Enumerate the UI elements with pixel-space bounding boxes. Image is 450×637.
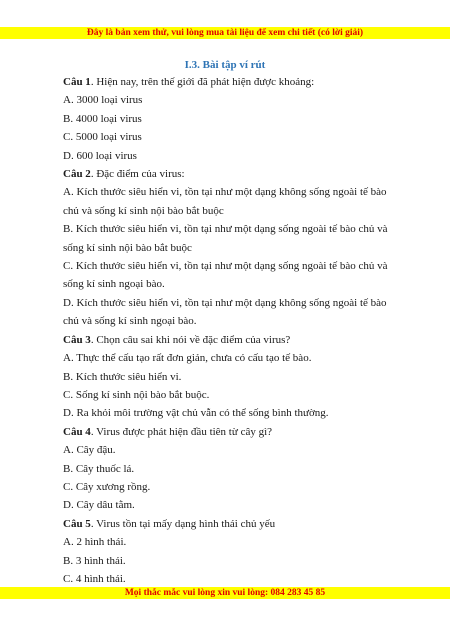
- option-5b: B. 3 hình thái.: [63, 554, 126, 567]
- contact-text: Mọi thắc mắc vui lòng xin vui lòng: 084 283 45 85: [124, 588, 326, 598]
- option-4a: A. Cây đậu.: [63, 444, 116, 457]
- option-2b-line1: B. Kích thước siêu hiển vi, tồn tại như một dạng sống ngoài tế bào chủ và: [63, 223, 388, 236]
- question-2: [63, 165, 393, 183]
- question-5: [63, 515, 393, 533]
- question-label: Câu 5: [63, 517, 91, 530]
- option-3d: D. Ra khỏi môi trường vật chủ vẫn có thể sống bình thường.: [63, 407, 329, 420]
- option-4d: D. Cây dâu tằm.: [63, 499, 135, 512]
- preview-notice-banner: [0, 27, 450, 39]
- question-label: Câu 3: [63, 333, 91, 346]
- option-5a: A. 2 hình thái.: [63, 536, 127, 549]
- question-label: Câu 1: [63, 76, 91, 88]
- question-text: . Hiện nay, trên thế giới đã phát hiện được khoảng:: [90, 76, 315, 88]
- question-list: [63, 73, 393, 588]
- option-4b: B. Cây thuốc lá.: [63, 462, 135, 475]
- contact-banner: [0, 587, 450, 599]
- option-2a-line1: A. Kích thước siêu hiển vi, tồn tại như một dạng không sống ngoài tế bào: [63, 186, 387, 199]
- option-1d: D. 600 loại virus: [63, 149, 137, 162]
- option-3b: B. Kích thước siêu hiển vi.: [63, 370, 182, 383]
- question-label: Câu 2: [63, 168, 91, 181]
- option-4c: C. Cây xương rồng.: [63, 480, 151, 493]
- question-text: . Virus tồn tại mấy dạng hình thái chủ yếu: [90, 517, 276, 530]
- option-3a: A. Thực thể cấu tạo rất đơn giản, chưa có cấu tạo tế bào.: [63, 352, 312, 365]
- option-1c: C. 5000 loại virus: [63, 131, 142, 144]
- section-title: I.3. Bài tập ví rút: [184, 59, 266, 71]
- option-2c-line1: C. Kích thước siêu hiển vi, tồn tại như một dạng sống ngoài tế bào chủ và: [63, 260, 388, 273]
- question-1: [63, 73, 393, 91]
- question-text: . Virus được phát hiện đầu tiên từ cây gì?: [90, 425, 273, 438]
- question-text: . Chọn câu sai khi nói về đặc điểm của virus?: [90, 333, 291, 346]
- option-1a: A. 3000 loại virus: [63, 94, 143, 107]
- question-3: [63, 331, 393, 349]
- question-text: . Đặc điểm của virus:: [90, 168, 185, 181]
- option-2d-line2: chủ và sống kí sinh ngoại bào.: [63, 315, 197, 328]
- question-4: [63, 423, 393, 441]
- option-2d-line1: D. Kích thước siêu hiển vi, tồn tại như một dạng không sống ngoài tế bào: [63, 296, 387, 309]
- question-label: Câu 4: [63, 425, 91, 438]
- option-5c: C. 4 hình thái.: [63, 572, 126, 585]
- option-2c-line2: sống kí sinh ngoại bào.: [63, 278, 165, 291]
- option-2b-line2: sống kí sinh nội bào bắt buộc: [63, 241, 192, 254]
- option-1b: B. 4000 loại virus: [63, 112, 142, 125]
- preview-notice-text: Đây là bản xem thử, vui lòng mua tài liệu để xem chi tiết (có lời giải): [86, 28, 364, 38]
- option-2a-line2: chủ và sống kí sinh nội bào bắt buộc: [63, 204, 224, 217]
- option-3c: C. Sống kí sinh nội bào bắt buộc.: [63, 388, 210, 401]
